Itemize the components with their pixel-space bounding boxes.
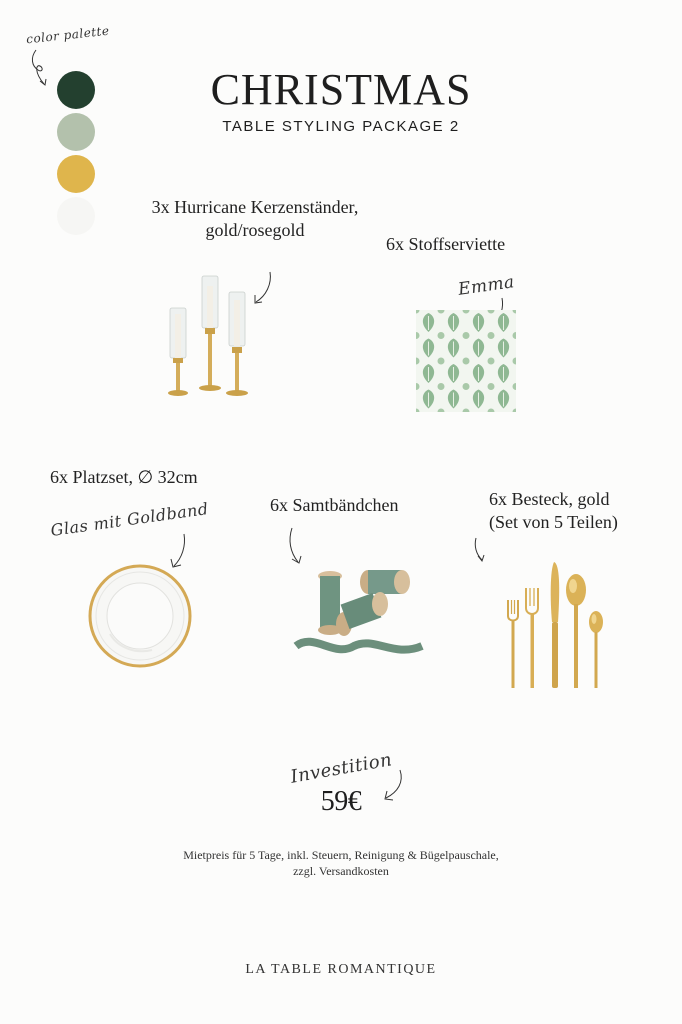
hurricane-label-line1: 3x Hurricane Kerzenständer, — [151, 197, 359, 217]
placemat-script-label: Glas mit Goldband — [49, 499, 210, 540]
price: 59€ — [320, 786, 362, 817]
ribbon-label: 6x Samtbändchen — [270, 495, 399, 515]
hurricane-label — [110, 196, 400, 242]
cutlery-arrow-icon — [470, 536, 488, 564]
page-subtitle: TABLE STYLING PACKAGE 2 — [222, 118, 460, 135]
palette-swatch-white — [57, 197, 95, 235]
napkin-label: 6x Stoffserviette — [386, 234, 506, 254]
ribbon-arrow-icon — [286, 526, 306, 566]
palette-swatch-gold — [57, 155, 95, 193]
napkin-pattern-image — [416, 310, 516, 412]
price-note — [0, 847, 682, 879]
placemat-label: 6x Platzset, ∅ 32cm — [50, 467, 198, 487]
price-note-line1: Mietpreis für 5 Tage, inkl. Steuern, Reinigung & Bügelpauschale, — [183, 848, 499, 862]
gold-cutlery-set-image — [504, 560, 610, 690]
footer-brand: LA TABLE ROMANTIQUE — [245, 962, 437, 977]
velvet-ribbon-spools-image — [294, 566, 424, 660]
glass-placemat-image — [88, 564, 192, 668]
hurricane-label-line2: gold/rosegold — [205, 220, 305, 240]
color-palette-label: color palette — [25, 23, 111, 47]
hurricane-candle-holders-image — [160, 270, 260, 400]
cutlery-label-line1: 6x Besteck, gold — [489, 489, 610, 509]
page-title: CHRISTMAS — [210, 65, 472, 114]
napkin-script-label: Emma — [456, 272, 516, 300]
price-note-line2: zzgl. Versandkosten — [293, 864, 389, 878]
cutlery-label — [489, 488, 618, 534]
cutlery-label-line2: (Set von 5 Teilen) — [489, 512, 618, 532]
investment-script-label: Investition — [288, 749, 394, 788]
